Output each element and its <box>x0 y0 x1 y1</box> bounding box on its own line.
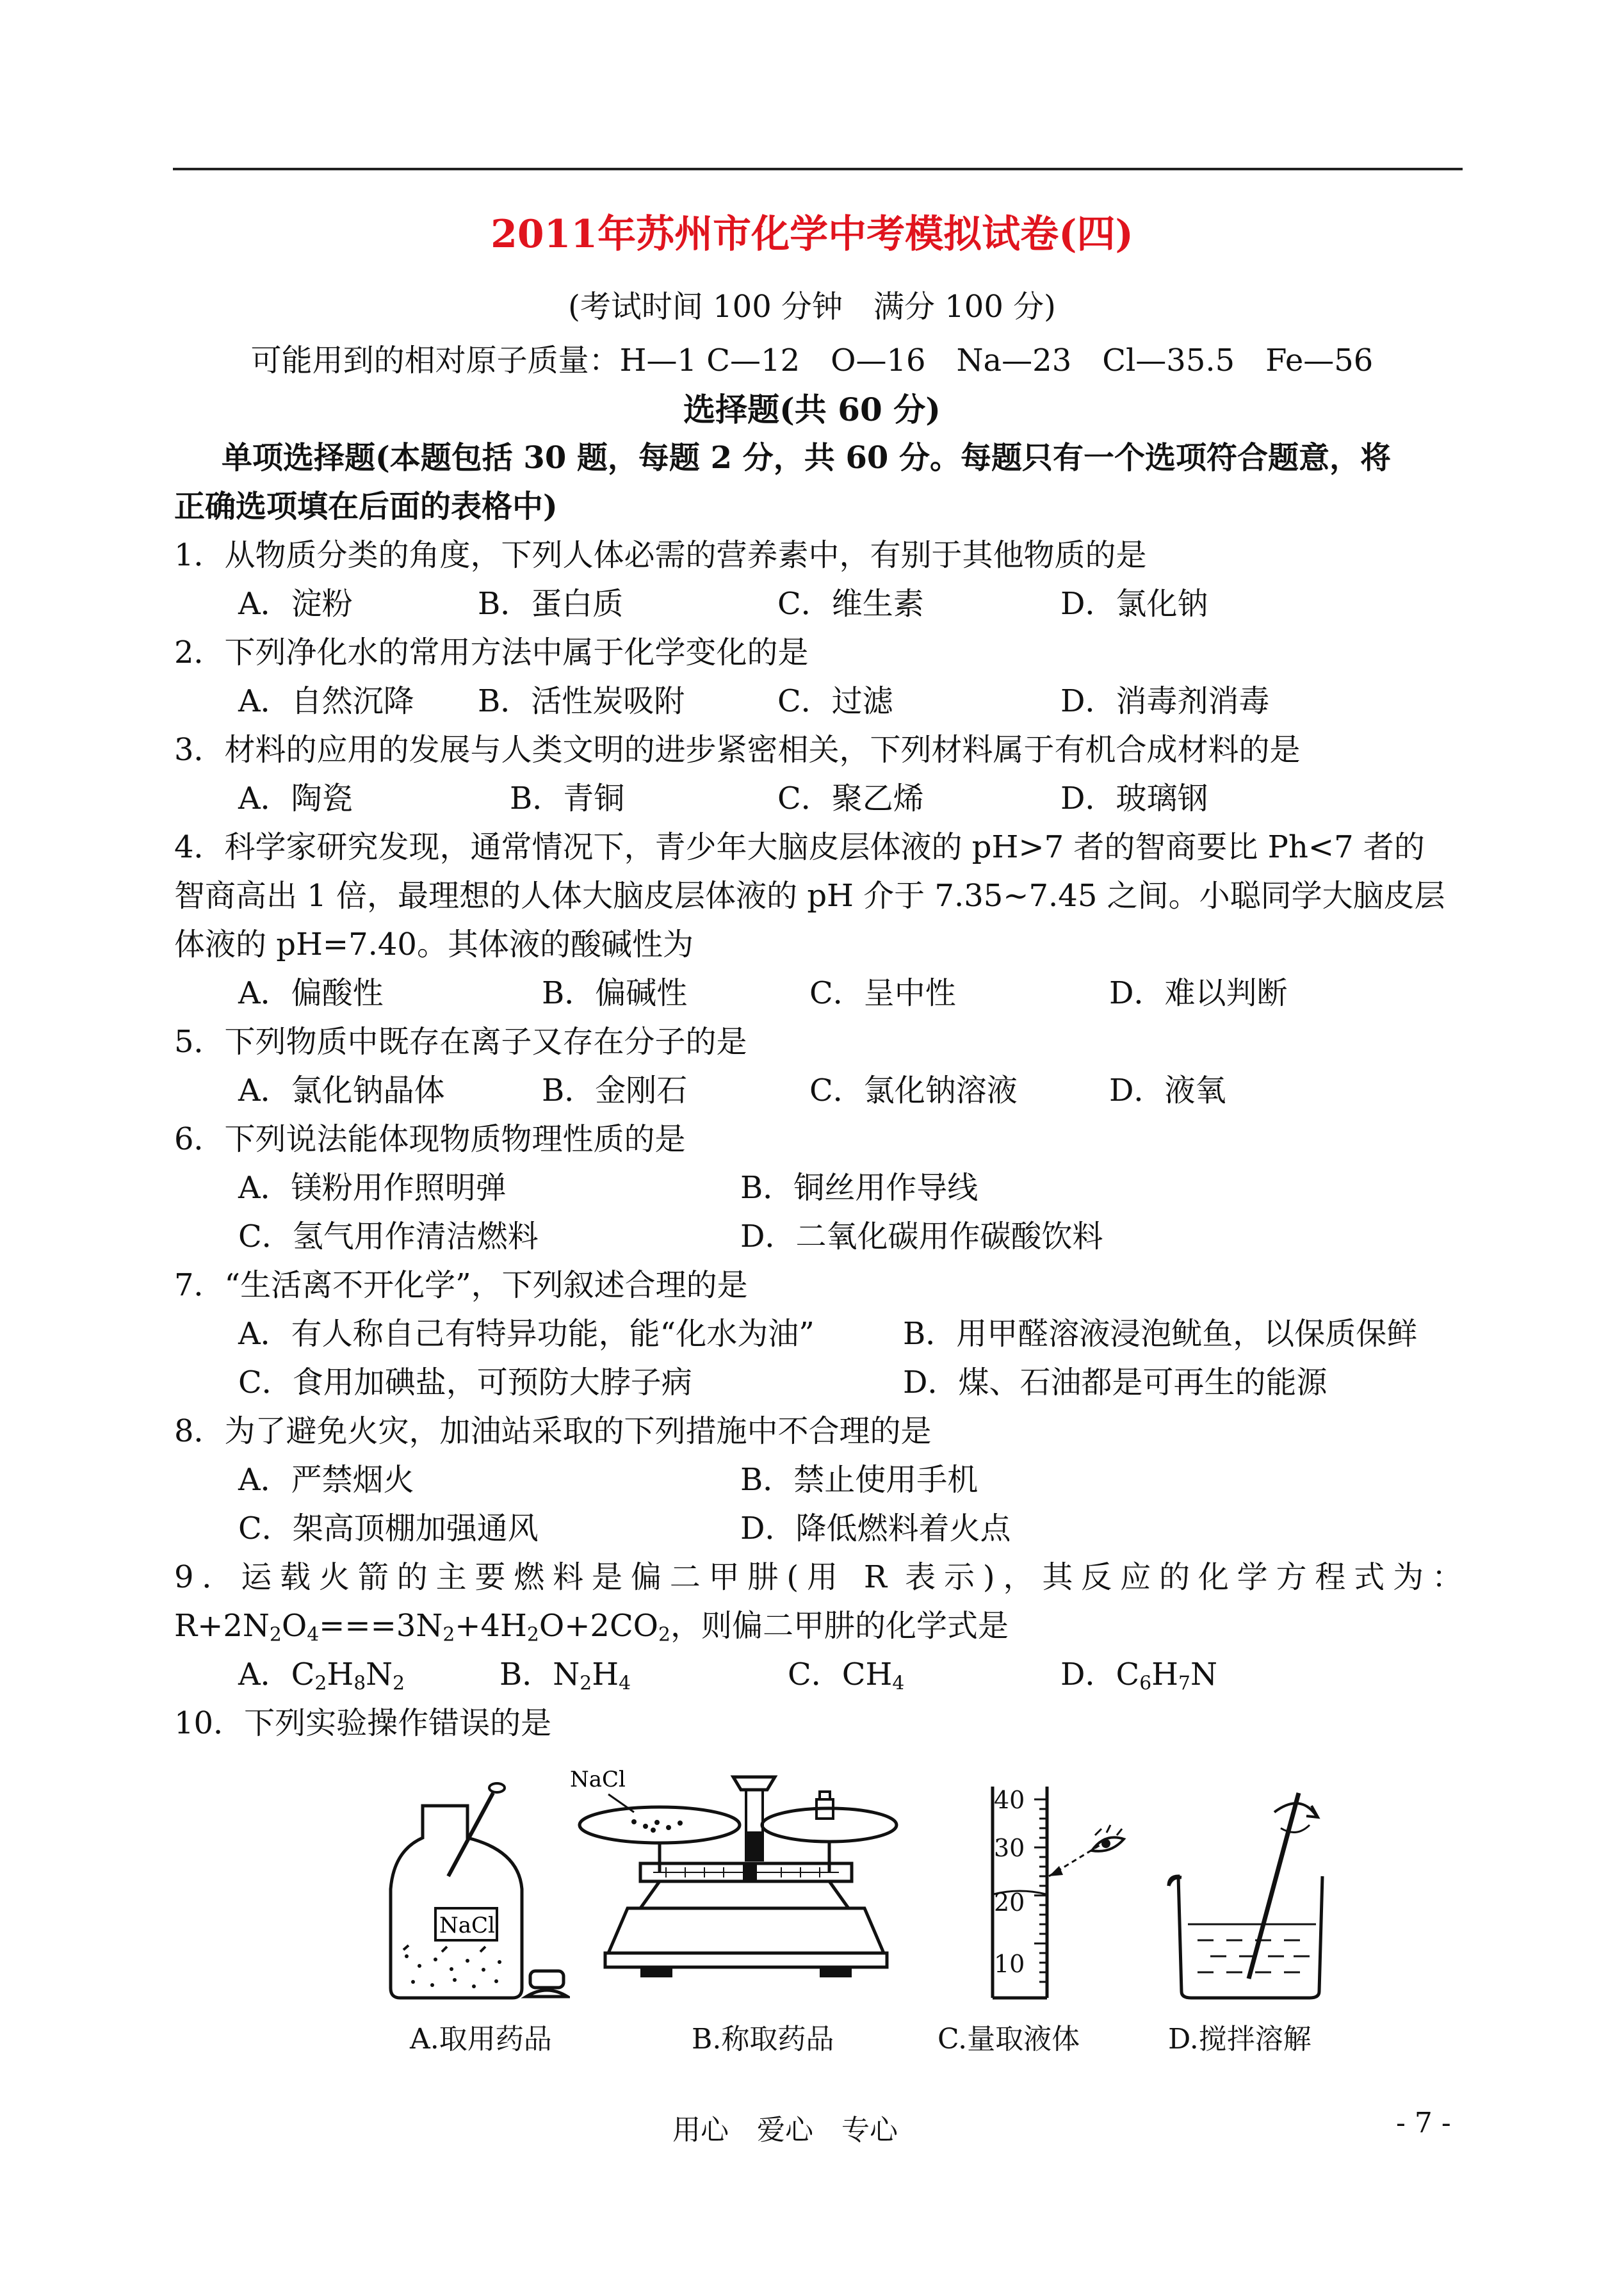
question-4-line1: 4．科学家研究发现，通常情况下，青少年大脑皮层体液的 pH>7 者的智商要比 Ph<7 者的 <box>174 829 1425 865</box>
q6-option-d: D．二氧化碳用作碳酸饮料 <box>740 1219 1103 1254</box>
q6-option-b: B．铜丝用作导线 <box>740 1170 978 1206</box>
q2-option-d: D．消毒剂消毒 <box>1060 683 1270 719</box>
q7-option-c: C．食用加碘盐，可预防大脖子病 <box>238 1365 692 1400</box>
q6-option-a: A．镁粉用作照明弹 <box>238 1170 507 1206</box>
question-6-stem: 6．下列说法能体现物质物理性质的是 <box>174 1121 686 1157</box>
figure-a-reagent-bottle <box>378 1780 570 2004</box>
q9-option-a: A．$C_2H_8N_2$ <box>238 1657 405 1695</box>
q9-option-b: B．$N_2H_4$ <box>499 1657 631 1695</box>
q8-option-a: A．严禁烟火 <box>238 1462 414 1498</box>
q3-option-a: A．陶瓷 <box>238 781 353 816</box>
figure-d-beaker-stirring <box>1153 1780 1345 2004</box>
q7-option-d: D．煤、石油都是可再生的能源 <box>903 1365 1328 1400</box>
footer-motto: 用心 爱心 专心 <box>672 2114 898 2146</box>
question-4-line2: 智商高出 1 倍，最理想的人体大脑皮层体液的 pH 介于 7.35~7.45 之间。小聪同学大脑皮层 <box>174 878 1445 914</box>
cylinder-tick-30: 30 <box>994 1834 1025 1862</box>
section-title: 选择题(共 60 分) <box>683 391 941 428</box>
q8-option-d: D．降低燃料着火点 <box>740 1511 1011 1546</box>
cylinder-tick-20: 20 <box>994 1888 1025 1917</box>
q9-option-d: D．$C_6H_7N$ <box>1060 1657 1217 1695</box>
q1-option-a: A．淀粉 <box>238 586 353 622</box>
question-8-stem: 8．为了避免火灾，加油站采取的下列措施中不合理的是 <box>174 1413 932 1449</box>
cylinder-tick-10: 10 <box>994 1950 1025 1978</box>
q5-option-d: D．液氧 <box>1109 1073 1226 1108</box>
q1-option-b: B．蛋白质 <box>478 586 624 622</box>
q8-option-c: C．架高顶棚加强通风 <box>238 1511 539 1546</box>
question-5-stem: 5．下列物质中既存在离子又存在分子的是 <box>174 1024 747 1060</box>
instructions-line1: 单项选择题(本题包括 30 题，每题 2 分，共 60 分。每题只有一个选项符合题意，将 <box>222 440 1391 476</box>
question-3-stem: 3．材料的应用的发展与人类文明的进步紧密相关，下列材料属于有机合成材料的是 <box>174 732 1301 768</box>
q4-option-b: B．偏碱性 <box>542 975 688 1011</box>
question-9-line1: 9．运载火箭的主要燃料是偏二甲肼(用 R 表示)，其反应的化学方程式为： <box>174 1559 1463 1595</box>
caption-c: C.量取液体 <box>938 2023 1080 2056</box>
caption-a: A.取用药品 <box>410 2023 552 2056</box>
q2-option-b: B．活性炭吸附 <box>478 683 685 719</box>
q3-option-c: C．聚乙烯 <box>777 781 924 816</box>
bottle-label-nacl: NaCl <box>439 1913 495 1938</box>
q6-option-c: C．氢气用作清洁燃料 <box>238 1219 539 1254</box>
question-10-stem: 10．下列实验操作错误的是 <box>174 1705 552 1741</box>
question-7-stem: 7．“生活离不开化学”，下列叙述合理的是 <box>174 1267 748 1303</box>
q2-option-c: C．过滤 <box>777 683 893 719</box>
question-1-stem: 1．从物质分类的角度，下列人体必需的营养素中，有别于其他物质的是 <box>174 537 1147 573</box>
question-4-line3: 体液的 pH=7.40。其体液的酸碱性为 <box>174 927 694 962</box>
q5-option-b: B．金刚石 <box>542 1073 688 1108</box>
exam-title: 2011年苏州市化学中考模拟试卷(四) <box>491 212 1133 257</box>
q9-option-c: C．$CH_4$ <box>788 1657 905 1695</box>
q3-option-d: D．玻璃钢 <box>1060 781 1208 816</box>
q3-option-b: B．青铜 <box>510 781 625 816</box>
q8-option-b: B．禁止使用手机 <box>740 1462 978 1498</box>
q4-option-d: D．难以判断 <box>1109 975 1288 1011</box>
page-number: - 7 - <box>1396 2107 1451 2139</box>
cylinder-tick-40: 40 <box>994 1786 1025 1814</box>
q4-option-a: A．偏酸性 <box>238 975 384 1011</box>
q4-option-c: C．呈中性 <box>809 975 956 1011</box>
caption-b: B.称取药品 <box>692 2023 834 2056</box>
exam-info: (考试时间 100 分钟 满分 100 分) <box>568 289 1056 325</box>
q9-line2-suffix: ，则偏二甲肼的化学式是 <box>670 1608 1009 1644</box>
q5-option-c: C．氯化钠溶液 <box>809 1073 1018 1108</box>
atomic-masses: 可能用到的相对原子质量：H—1 C—12 O—16 Na—23 Cl—35.5 Fe—56 <box>250 343 1374 378</box>
q7-option-b: B．用甲醛溶液浸泡鱿鱼，以保质保鲜 <box>903 1316 1418 1352</box>
header-rule <box>173 168 1463 170</box>
question-2-stem: 2．下列净化水的常用方法中属于化学变化的是 <box>174 635 809 670</box>
caption-d: D.搅拌溶解 <box>1168 2023 1311 2056</box>
balance-label-nacl: NaCl <box>570 1767 626 1792</box>
q1-option-d: D．氯化钠 <box>1060 586 1208 622</box>
figure-b-balance <box>564 1761 922 2004</box>
q2-option-a: A．自然沉降 <box>238 683 414 719</box>
q7-option-a: A．有人称自己有特异功能，能“化水为油” <box>238 1316 815 1352</box>
q5-option-a: A．氯化钠晶体 <box>238 1073 445 1108</box>
q1-option-c: C．维生素 <box>777 586 924 622</box>
question-9-line2: $R+2N_2O_4===3N_2+4H_2O+2CO_2$，则偏二甲肼的化学式是 <box>174 1608 1009 1646</box>
figure-c-graduated-cylinder <box>973 1780 1140 2004</box>
instructions-line2: 正确选项填在后面的表格中) <box>174 489 558 524</box>
